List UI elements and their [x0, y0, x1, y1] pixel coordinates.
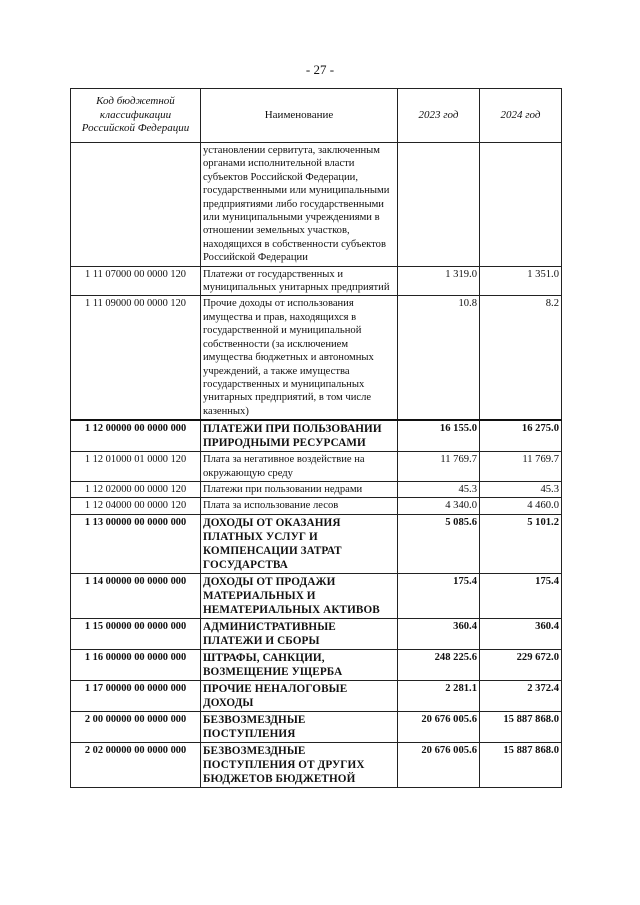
row-value-2023: 20 676 005.6 [398, 742, 480, 787]
table-row [71, 573, 562, 618]
row-value-2024: 5 101.2 [480, 514, 562, 573]
table-header-row [71, 89, 562, 143]
row-name: БЕЗВОЗМЕЗДНЫЕ ПОСТУПЛЕНИЯ [201, 711, 398, 742]
table-row [71, 742, 562, 787]
header-year-2024: 2024 год [480, 89, 562, 143]
row-value-2023: 45.3 [398, 481, 480, 497]
row-code: 1 13 00000 00 0000 000 [71, 514, 201, 573]
row-value-2023: 2 281.1 [398, 680, 480, 711]
row-value-2023: 360.4 [398, 618, 480, 649]
table-row [71, 649, 562, 680]
table-row [71, 680, 562, 711]
header-name: Наименование [201, 89, 398, 143]
row-name: Прочие доходы от использования имущества и прав, находящихся в государственной и муниципальной собственности (за исключением имущества бюджетных и автономных учреждений, а также имущества государственных и муниципальных унитарных предприятий, в том числе казенных) [201, 296, 398, 420]
row-name: ДОХОДЫ ОТ ОКАЗАНИЯ ПЛАТНЫХ УСЛУГ И КОМПЕНСАЦИИ ЗАТРАТ ГОСУДАРСТВА [201, 514, 398, 573]
row-name: Плата за использование лесов [201, 498, 398, 514]
header-year-2023: 2023 год [398, 89, 480, 143]
table-row [71, 296, 562, 420]
row-value-2023: 5 085.6 [398, 514, 480, 573]
row-code: 1 15 00000 00 0000 000 [71, 618, 201, 649]
table-row [71, 143, 562, 267]
row-name: Плата за негативное воздействие на окружающую среду [201, 452, 398, 482]
row-value-2023: 175.4 [398, 573, 480, 618]
row-value-2024: 1 351.0 [480, 266, 562, 296]
row-value-2024: 2 372.4 [480, 680, 562, 711]
row-code [71, 143, 201, 267]
row-code: 1 17 00000 00 0000 000 [71, 680, 201, 711]
row-name: установлении сервитута, заключенным органами исполнительной власти субъектов Российской Федерации, государственными или муниципальными предприятиями либо государственными или муниципальными учреждениями в отношении земельных участков, находящихся в собственности субъектов Российской Федерации [201, 143, 398, 267]
row-value-2024: 4 460.0 [480, 498, 562, 514]
row-code: 1 14 00000 00 0000 000 [71, 573, 201, 618]
row-code: 1 12 00000 00 0000 000 [71, 420, 201, 452]
table-row [71, 266, 562, 296]
row-name: ПЛАТЕЖИ ПРИ ПОЛЬЗОВАНИИ ПРИРОДНЫМИ РЕСУРСАМИ [201, 420, 398, 452]
row-code: 2 02 00000 00 0000 000 [71, 742, 201, 787]
row-value-2023: 248 225.6 [398, 649, 480, 680]
row-name: ПРОЧИЕ НЕНАЛОГОВЫЕ ДОХОДЫ [201, 680, 398, 711]
table-row [71, 481, 562, 497]
row-name: Платежи при пользовании недрами [201, 481, 398, 497]
row-value-2023: 20 676 005.6 [398, 711, 480, 742]
budget-revenue-table [70, 88, 562, 788]
row-code: 1 12 04000 00 0000 120 [71, 498, 201, 514]
row-value-2024 [480, 143, 562, 267]
table-row [71, 498, 562, 514]
row-value-2024: 16 275.0 [480, 420, 562, 452]
table-row [71, 618, 562, 649]
row-value-2023 [398, 143, 480, 267]
table-row [71, 420, 562, 452]
row-value-2024: 45.3 [480, 481, 562, 497]
row-value-2024: 8.2 [480, 296, 562, 420]
page-number: - 27 - [305, 62, 335, 77]
row-value-2024: 360.4 [480, 618, 562, 649]
row-code: 1 16 00000 00 0000 000 [71, 649, 201, 680]
row-value-2024: 175.4 [480, 573, 562, 618]
row-value-2023: 10.8 [398, 296, 480, 420]
row-code: 1 12 01000 01 0000 120 [71, 452, 201, 482]
row-name: АДМИНИСТРАТИВНЫЕ ПЛАТЕЖИ И СБОРЫ [201, 618, 398, 649]
header-code: Код бюджетной классификации Российской Федерации [71, 89, 201, 143]
row-value-2023: 16 155.0 [398, 420, 480, 452]
row-value-2023: 11 769.7 [398, 452, 480, 482]
table-body [71, 143, 562, 788]
table-row [71, 711, 562, 742]
row-value-2024: 229 672.0 [480, 649, 562, 680]
row-name: БЕЗВОЗМЕЗДНЫЕ ПОСТУПЛЕНИЯ ОТ ДРУГИХ БЮДЖЕТОВ БЮДЖЕТНОЙ [201, 742, 398, 787]
row-code: 1 11 07000 00 0000 120 [71, 266, 201, 296]
row-value-2024: 15 887 868.0 [480, 742, 562, 787]
row-value-2023: 1 319.0 [398, 266, 480, 296]
row-value-2023: 4 340.0 [398, 498, 480, 514]
table-row [71, 514, 562, 573]
row-value-2024: 15 887 868.0 [480, 711, 562, 742]
row-name: ШТРАФЫ, САНКЦИИ, ВОЗМЕЩЕНИЕ УЩЕРБА [201, 649, 398, 680]
row-code: 1 11 09000 00 0000 120 [71, 296, 201, 420]
row-name: Платежи от государственных и муниципальных унитарных предприятий [201, 266, 398, 296]
row-name: ДОХОДЫ ОТ ПРОДАЖИ МАТЕРИАЛЬНЫХ И НЕМАТЕРИАЛЬНЫХ АКТИВОВ [201, 573, 398, 618]
row-code: 1 12 02000 00 0000 120 [71, 481, 201, 497]
table-row [71, 452, 562, 482]
row-value-2024: 11 769.7 [480, 452, 562, 482]
row-code: 2 00 00000 00 0000 000 [71, 711, 201, 742]
